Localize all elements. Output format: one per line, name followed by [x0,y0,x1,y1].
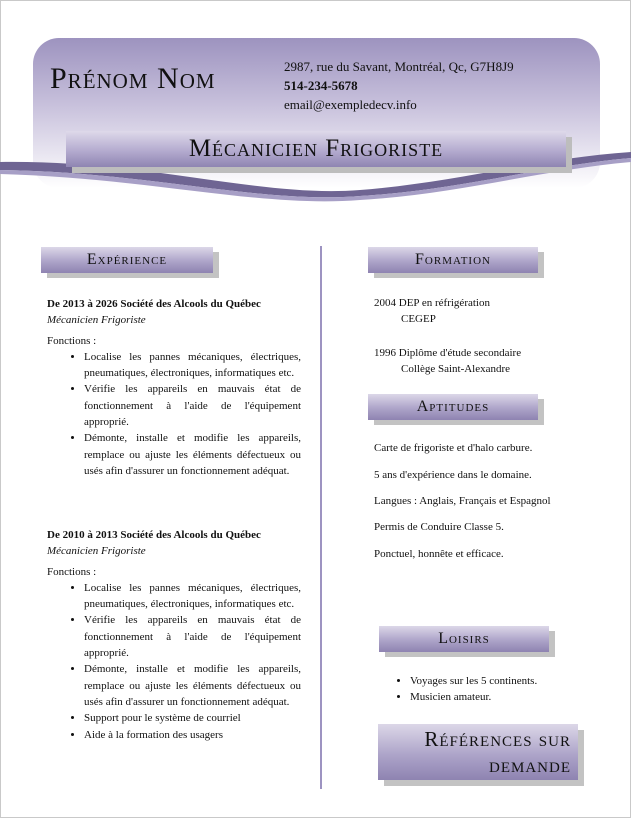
column-divider [320,246,322,789]
formation-entry-2 [374,345,521,361]
aptitude-item: Carte de frigoriste et d'halo carbure. [374,442,533,454]
contact-block [284,57,514,114]
formation-school: CEGEP [401,313,436,325]
section-aptitudes [368,394,538,420]
experience-role: Mécanicien Frigoriste [47,314,146,327]
experience-role: Mécanicien Frigoriste [47,545,146,558]
candidate-name: Prénom Nom [50,62,216,95]
formation-year: 1996 [374,347,396,359]
loisirs-list [373,673,593,706]
formation-diploma: Diplôme d'étude secondaire [398,347,522,359]
experience-label: Fonctions : [47,334,97,347]
formation-school: Collège Saint-Alexandre [401,363,511,375]
section-loisirs [379,626,549,652]
references-line-1: Références sur [424,727,571,751]
list-item: • Démonte, installe et modifie les appareils, remplace ou ajuste les éléments défectueux ou usés afin d'assurer un fonctionnement adéquat. [84,430,301,479]
phone: 514-234-5678 [284,78,358,93]
section-experience-label: Expérience [86,251,168,268]
job-title-banner [66,131,566,167]
formation-diploma: DEP en réfrigération [398,297,490,309]
experience-label: Fonctions : [47,565,97,578]
list-item: • Voyages sur les 5 continents. [410,673,593,689]
address: 2987, rue du Savant, Montréal, Qc, G7H8J9 [284,59,514,74]
job-title: Mécanicien Frigoriste [188,135,444,162]
section-experience [41,247,213,273]
list-item: • Support pour le système de courriel [84,710,301,726]
experience-heading: De 2010 à 2013 Société des Alcools du Québec [47,529,261,541]
aptitude-item: 5 ans d'expérience dans le domaine. [374,469,532,481]
section-formation-label: Formation [415,251,491,268]
list-item: • Localise les pannes mécaniques, électriques, pneumatiques, électroniques, informatiques etc. [84,580,301,613]
list-item: • Démonte, installe et modifie les appareils, remplace ou ajuste les éléments défectueux ou usés afin d'assurer un fonctionnement adéquat. [84,661,301,710]
list-item: • Musicien amateur. [410,689,593,705]
experience-heading: De 2013 à 2026 Société des Alcools du Québec [47,298,261,310]
section-aptitudes-label: Aptitudes [416,398,490,415]
aptitude-item: Langues : Anglais, Français et Espagnol [374,495,551,507]
section-loisirs-label: Loisirs [438,630,490,647]
references-banner [378,724,578,780]
aptitude-item: Ponctuel, honnête et efficace. [374,548,504,560]
formation-entry-1 [374,295,490,311]
list-item: • Localise les pannes mécaniques, électriques, pneumatiques, électroniques, informatiques etc. [84,349,301,382]
list-item: • Vérifie les appareils en mauvais état de fonctionnement à l'aide de l'équipement approprié. [84,381,301,430]
experience-block-2 [47,527,301,743]
email: email@exempledecv.info [284,97,417,112]
formation-year: 2004 [374,297,396,309]
experience-block-1 [47,296,301,479]
references-line-2: demande [489,753,571,777]
section-formation [368,247,538,273]
list-item: • Vérifie les appareils en mauvais état de fonctionnement à l'aide de l'équipement approprié. [84,612,301,661]
list-item: • Aide à la formation des usagers [84,727,301,743]
aptitude-item: Permis de Conduire Classe 5. [374,521,504,533]
